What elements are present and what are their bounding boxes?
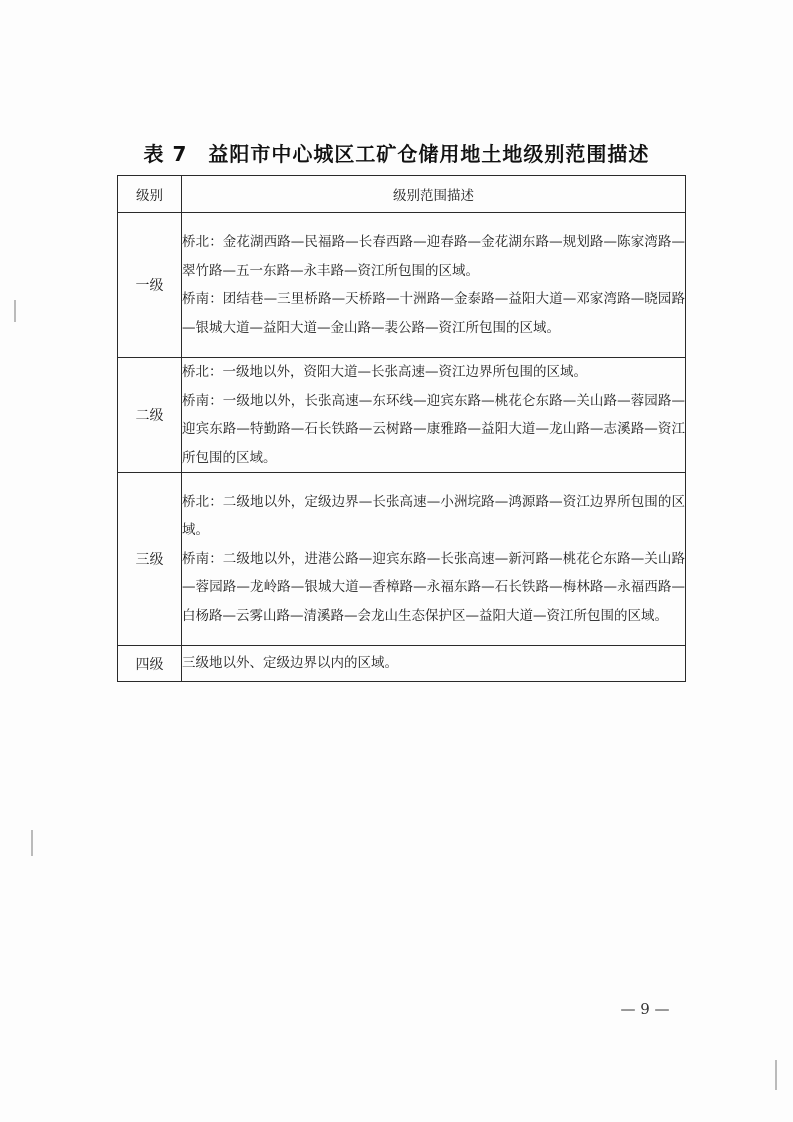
level-cell: 二级 [118,358,182,473]
north-description: 桥北：一级地以外，资阳大道—长张高速—资江边界所包围的区域。 [182,364,587,380]
table-row [118,213,686,358]
land-level-table [117,175,686,682]
table-row [118,646,686,682]
description-cell [182,213,686,358]
level-cell: 一级 [118,213,182,358]
table-row [118,473,686,646]
scan-artifact [14,300,16,322]
level-cell: 三级 [118,473,182,646]
table-row [118,358,686,473]
description-cell [182,646,686,682]
header-level: 级别 [118,176,182,213]
south-description: 桥南：团结巷—三里桥路—天桥路—十洲路—金泰路—益阳大道—邓家湾路—晓园路—银城大道—益阳大道—金山路—裴公路—资江所包围的区域。 [182,291,685,336]
north-description: 桥北：二级地以外，定级边界—长张高速—小洲垸路—鸿源路—资江边界所包围的区域。 [182,493,685,539]
page-number: — 9 — [620,1000,670,1018]
header-description: 级别范围描述 [182,176,686,213]
level-four-description: 三级地以外、定级边界以内的区域。 [182,655,398,672]
table-header-row [118,176,686,213]
table-title: 表 7 益阳市中心城区工矿仓储用地土地级别范围描述 [143,142,650,166]
description-cell [182,473,686,646]
south-description: 桥南：二级地以外，进港公路—迎宾东路—长张高速—新河路—桃花仑东路—关山路—蓉园路—龙岭路—银城大道—香樟路—永福东路—石长铁路—梅林路—永福西路—白杨路—云雾山路—清溪路—会龙山生态保护区—益阳大道—资江所包围的区域。 [182,550,685,624]
scan-artifact [775,1060,777,1090]
north-description: 桥北：金花湖西路—民福路—长春西路—迎春路—金花湖东路—规划路—陈家湾路—翠竹路—五一东路—永丰路—资江所包围的区域。 [182,234,685,279]
scan-artifact [31,830,33,856]
level-cell: 四级 [118,646,182,682]
south-description: 桥南：一级地以外，长张高速—东环线—迎宾东路—桃花仑东路—关山路—蓉园路—迎宾东路—特勤路—石长铁路—云树路—康雅路—益阳大道—龙山路—志溪路—资江所包围的区域。 [182,392,685,466]
description-cell [182,358,686,473]
